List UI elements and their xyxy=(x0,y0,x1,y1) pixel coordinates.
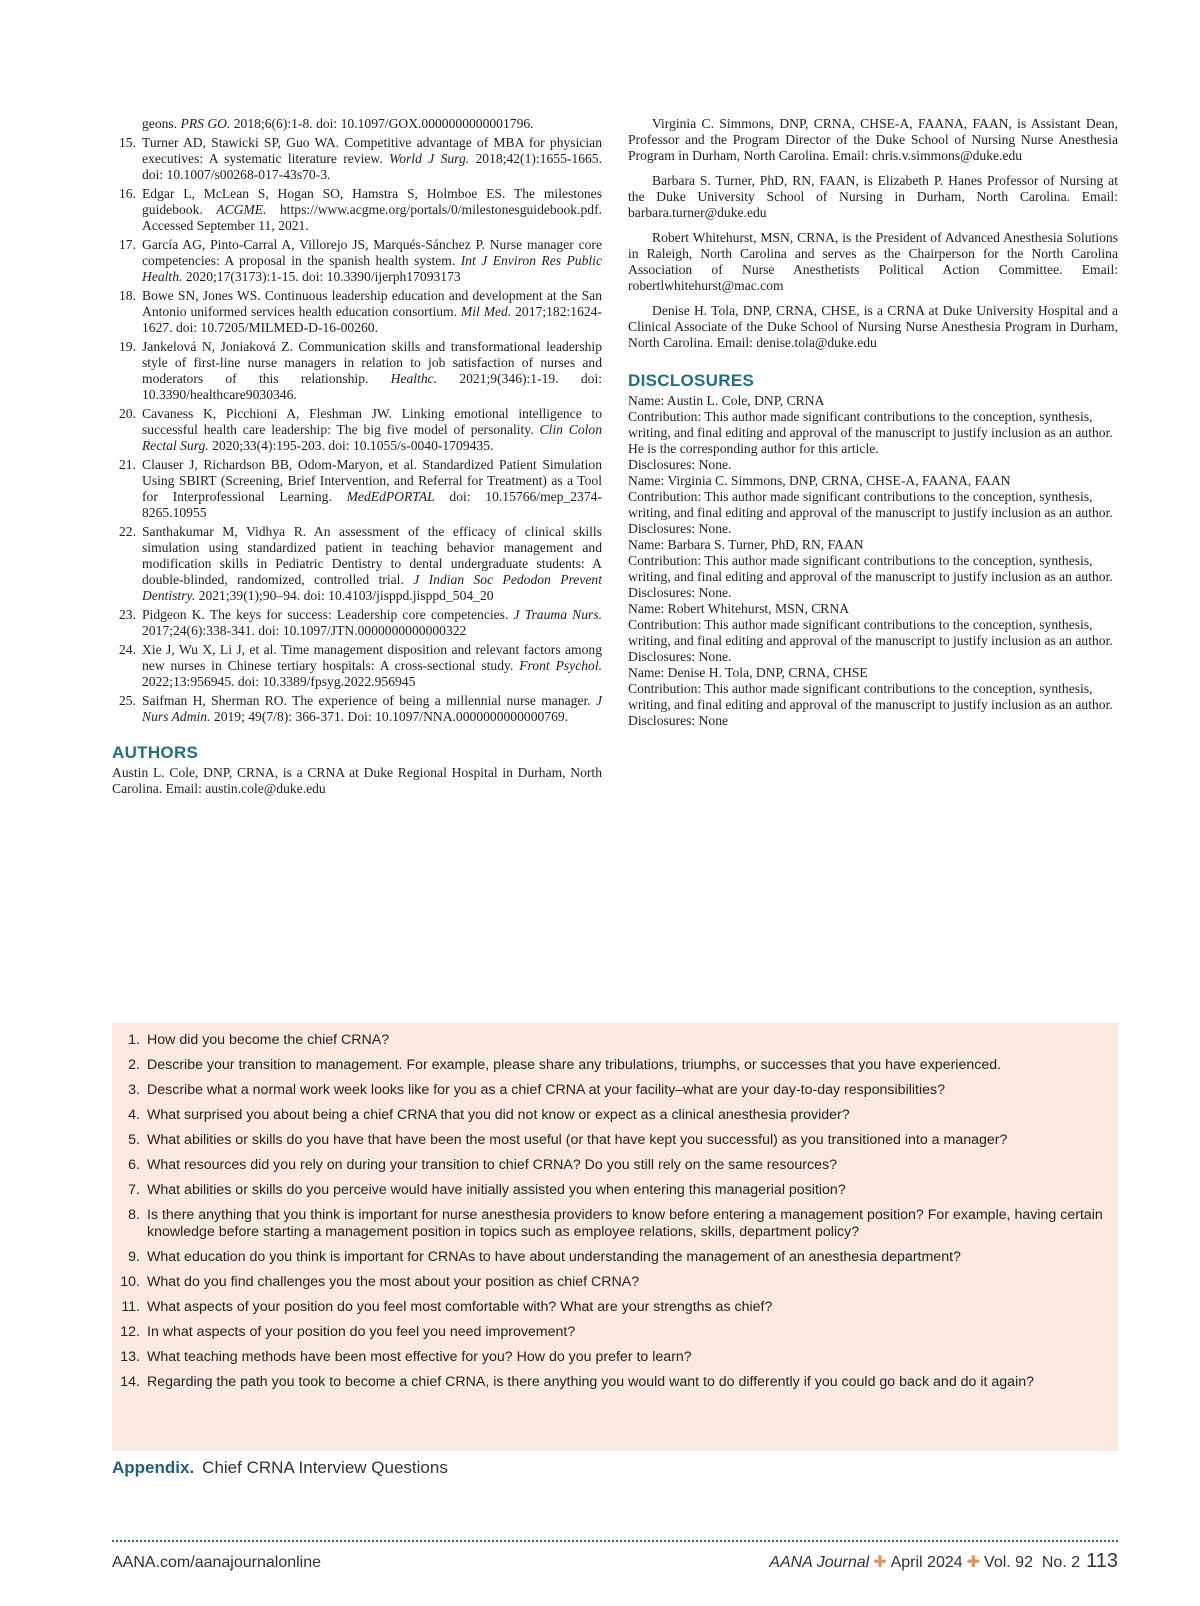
reference-item xyxy=(112,135,602,183)
question-number: 1. xyxy=(128,1032,140,1048)
question-text: Regarding the path you took to become a chief CRNA, is there anything you would want to do differently if you could go back and do it again? xyxy=(147,1374,1035,1390)
author-bio: Austin L. Cole, DNP, CRNA, is a CRNA at Duke Regional Hospital in Durham, North Carolina. Email: austin.cole@duke.edu xyxy=(112,765,602,796)
author-bio: Virginia C. Simmons, DNP, CRNA, CHSE-A, FAANA, FAAN, is Assistant Dean, Professor and the Program Director of the Duke School of Nursing Nurse Anesthesia Program in Durham, North Carolina. Email: chris.v.simmons@duke.edu xyxy=(628,116,1118,163)
interview-question xyxy=(112,1132,1108,1149)
disclosure-line: Name: Robert Whitehurst, MSN, CRNA xyxy=(628,601,850,616)
question-text: What education do you think is important for CRNAs to have about understanding the management of an anesthesia department? xyxy=(147,1249,961,1265)
reference-text: Santhakumar M, Vidhya R. An assessment of the efficacy of clinical skills simulation using standardized patient in teaching behavior management and modification skills in Pediatric Dentistry to dental undergraduate students: A double-blinded, randomized, controlled trial. xyxy=(142,524,602,587)
reference-details: 2019; 49(7/8): 366-371. Doi: 10.1097/NNA.0000000000000769. xyxy=(210,709,569,724)
footer-divider xyxy=(112,1540,1118,1542)
reference-item xyxy=(112,237,602,285)
disclosure-line: Contribution: This author made significant contributions to the conception, synthesis, writing, and final editing and approval of the manuscript to justify inclusion as an author. xyxy=(628,489,1113,520)
reference-text: Edgar L, McLean S, Hogan SO, Hamstra S, Holmboe ES. The milestones guidebook. xyxy=(142,186,602,217)
appendix-questions-box xyxy=(112,1023,1118,1451)
right-column xyxy=(628,116,1118,729)
reference-item xyxy=(112,607,602,639)
reference-journal: MedEdPORTAL xyxy=(346,489,435,504)
reference-number: 20. xyxy=(119,406,136,421)
interview-question xyxy=(112,1182,1108,1199)
disclosure-line: Name: Denise H. Tola, DNP, CRNA, CHSE xyxy=(628,665,868,680)
reference-text: Clauser J, Richardson BB, Odom-Maryon, et al. Standardized Patient Simulation Using SBIRT (Screening, Brief Intervention, and Referral for Treatment) as a Tool for Interprofessional Learning. xyxy=(142,457,602,504)
reference-text: Jankelová N, Joniaková Z. Communication skills and transformational leadership style of first-line nurse managers in relation to job satisfaction of nurses and moderators of this relationship. xyxy=(142,339,602,386)
reference-number: 21. xyxy=(119,457,136,472)
interview-question xyxy=(112,1157,1108,1174)
reference-number: 24. xyxy=(119,642,136,657)
disclosure-line: Disclosures: None. xyxy=(628,457,732,472)
appendix-caption-label: Appendix. xyxy=(112,1458,195,1477)
reference-journal: ACGME. xyxy=(216,202,267,217)
reference-number: 17. xyxy=(119,237,136,252)
reference-item xyxy=(112,288,602,336)
question-text: How did you become the chief CRNA? xyxy=(147,1032,390,1048)
left-column xyxy=(112,116,602,806)
question-number: 8. xyxy=(128,1207,140,1223)
reference-number: 15. xyxy=(119,135,136,150)
disclosure-line: Disclosures: None. xyxy=(628,585,732,600)
reference-number: 22. xyxy=(119,524,136,539)
footer-journal: AANA Journal xyxy=(769,1554,870,1571)
question-number: 7. xyxy=(128,1182,140,1198)
interview-question xyxy=(112,1082,1108,1099)
disclosure-line: Disclosures: None. xyxy=(628,521,732,536)
reference-details: 2018;6(6):1-8. doi: 10.1097/GOX.0000000000001796. xyxy=(230,116,534,131)
question-number: 5. xyxy=(128,1132,140,1148)
reference-journal: J Indian Soc Pedodon Prevent Dentistry. xyxy=(142,572,602,603)
interview-question xyxy=(112,1057,1108,1074)
footer-url: AANA.com/aanajournalonline xyxy=(112,1554,322,1571)
author-bio: Barbara S. Turner, PhD, RN, FAAN, is Elizabeth P. Hanes Professor of Nursing at the Duke University School of Nursing in Durham, North Carolina. Email: barbara.turner@duke.edu xyxy=(628,173,1118,220)
reference-item xyxy=(112,406,602,454)
disclosure-line: Name: Barbara S. Turner, PhD, RN, FAAN xyxy=(628,537,864,552)
question-text: In what aspects of your position do you feel you need improvement? xyxy=(147,1324,576,1340)
author-bio: Robert Whitehurst, MSN, CRNA, is the President of Advanced Anesthesia Solutions in Raleigh, North Carolina and serves as the Chairperson for the North Carolina Association of Nurse Anesthetists Political Action Committee. Email: robertlwhitehurst@mac.com xyxy=(628,230,1118,293)
reference-details: 2022;13:956945. doi: 10.3389/fpsyg.2022.956945 xyxy=(142,674,416,689)
reference-journal: World J Surg. xyxy=(389,151,470,166)
reference-text: García AG, Pinto-Carral A, Villorejo JS, Marqués-Sánchez P. Nurse manager core competencies: A proposal in the spanish health system. xyxy=(142,237,602,268)
question-number: 2. xyxy=(128,1057,140,1073)
appendix-caption-text: Chief CRNA Interview Questions xyxy=(202,1458,448,1477)
reference-journal: J Nurs Admin. xyxy=(142,693,602,724)
reference-details: 2018;42(1):1655-1665. doi: 10.1007/s00268-017-43s70-3. xyxy=(142,151,602,182)
interview-question xyxy=(112,1249,1108,1266)
reference-item xyxy=(112,339,602,403)
question-text: What surprised you about being a chief CRNA that you did not know or expect as a clinical anesthesia provider? xyxy=(147,1107,850,1123)
page-number: 113 xyxy=(1086,1550,1118,1572)
reference-number: 16. xyxy=(119,186,136,201)
disclosures-list xyxy=(628,393,1118,729)
question-number: 14. xyxy=(120,1374,140,1390)
interview-question xyxy=(112,1374,1108,1391)
reference-details: https://www.acgme.org/portals/0/milestonesguidebook.pdf. Accessed September 11, 2021. xyxy=(142,202,603,233)
footer-issue-date: April 2024 xyxy=(890,1554,963,1571)
interview-question xyxy=(112,1299,1108,1316)
disclosure-line: Contribution: This author made significant contributions to the conception, synthesis, writing, and final editing and approval of the manuscript to justify inclusion as an author. xyxy=(628,681,1113,712)
disclosures-heading: DISCLOSURES xyxy=(628,371,755,390)
disclosure-line: Contribution: This author made significant contributions to the conception, synthesis, writing, and final editing and approval of the manuscript to justify inclusion as an author. He is the corresponding author for this article. xyxy=(628,409,1113,456)
question-number: 13. xyxy=(120,1349,140,1365)
question-text: Is there anything that you think is important for nurse anesthesia providers to know before entering a management position? For example, having certain knowledge before starting a management position in topics such as employee relations, skills, department policy? xyxy=(147,1207,1103,1240)
question-text: What do you find challenges you the most about your position as chief CRNA? xyxy=(147,1274,640,1290)
reference-item xyxy=(112,116,602,132)
author-bio: Denise H. Tola, DNP, CRNA, CHSE, is a CRNA at Duke University Hospital and a Clinical Associate of the Duke School of Nursing Nurse Anesthesia Program in Durham, North Carolina. Email: denise.tola@duke.edu xyxy=(628,303,1118,350)
question-number: 3. xyxy=(128,1082,140,1098)
reference-text: Saifman H, Sherman RO. The experience of being a millennial nurse manager. xyxy=(142,693,596,708)
question-number: 6. xyxy=(128,1157,140,1173)
disclosure-line: Name: Austin L. Cole, DNP, CRNA xyxy=(628,393,825,408)
question-text: What teaching methods have been most effective for you? How do you prefer to learn? xyxy=(147,1349,692,1365)
question-number: 4. xyxy=(128,1107,140,1123)
reference-item xyxy=(112,186,602,234)
appendix-caption xyxy=(112,1458,448,1478)
disclosure-line: Disclosures: None. xyxy=(628,649,732,664)
reference-text: Bowe SN, Jones WS. Continuous leadership education and development at the San Antonio uniformed services health education consortium. xyxy=(142,288,602,319)
disclosure-line: Contribution: This author made significant contributions to the conception, synthesis, writing, and final editing and approval of the manuscript to justify inclusion as an author. xyxy=(628,553,1113,584)
reference-journal: Int J Environ Res Public Health. xyxy=(142,253,602,284)
reference-number: 18. xyxy=(119,288,136,303)
reference-journal: Front Psychol. xyxy=(519,658,603,673)
reference-text: Xie J, Wu X, Li J, et al. Time management disposition and relevant factors among new nurses in Chinese tertiary hospitals: A cross-sectional study. xyxy=(142,642,602,673)
question-text: Describe your transition to management. For example, please share any tribulations, triumphs, or successes that you have experienced. xyxy=(147,1057,1002,1073)
reference-journal: PRS GO. xyxy=(180,116,231,131)
reference-journal: J Trauma Nurs. xyxy=(513,607,603,622)
question-text: What resources did you rely on during your transition to chief CRNA? Do you still rely on the same resources? xyxy=(147,1157,837,1173)
reference-details: 2021;9(346):1-19. doi: 10.3390/healthcare9030346. xyxy=(142,371,602,402)
reference-details: 2020;33(4):195-203. doi: 10.1055/s-0040-1709435. xyxy=(208,438,494,453)
interview-question xyxy=(112,1324,1108,1341)
question-number: 11. xyxy=(121,1299,140,1315)
question-text: What abilities or skills do you perceive would have initially assisted you when entering this managerial position? xyxy=(147,1182,846,1198)
reference-details: 2021;39(1);90–94. doi: 10.4103/jisppd.jisppd_504_20 xyxy=(195,588,494,603)
interview-question xyxy=(112,1349,1108,1366)
reference-text: Cavaness K, Picchioni A, Fleshman JW. Linking emotional intelligence to successful health care leadership: The big five model of personality. xyxy=(142,406,602,437)
plus-icon: ✚ xyxy=(966,1554,981,1571)
reference-journal: Mil Med. xyxy=(460,304,512,319)
footer-volume: Vol. 92 No. 2 xyxy=(984,1554,1081,1571)
question-number: 9. xyxy=(128,1249,140,1265)
reference-journal: Healthc. xyxy=(390,371,438,386)
question-text: Describe what a normal work week looks like for you as a chief CRNA at your facility–what are your day-to-day responsibilities? xyxy=(147,1082,945,1098)
plus-icon: ✚ xyxy=(873,1554,887,1571)
question-number: 12. xyxy=(120,1324,140,1340)
footer-citation xyxy=(769,1550,1118,1573)
reference-number: 19. xyxy=(119,339,136,354)
reference-text: Turner AD, Stawicki SP, Guo WA. Competitive advantage of MBA for physician executives: A systematic literature review. xyxy=(142,135,602,166)
interview-question xyxy=(112,1274,1108,1291)
reference-item xyxy=(112,524,602,604)
interview-question xyxy=(112,1207,1108,1241)
question-text: What aspects of your position do you feel most comfortable with? What are your strengths as chief? xyxy=(147,1299,773,1315)
reference-journal: Clin Colon Rectal Surg. xyxy=(142,422,602,453)
authors-heading: AUTHORS xyxy=(112,743,199,762)
reference-details: 2020;17(3173):1-15. doi: 10.3390/ijerph17093173 xyxy=(182,269,461,284)
reference-item xyxy=(112,693,602,725)
reference-details: 2017;24(6):338-341. doi: 10.1097/JTN.0000000000000322 xyxy=(142,623,467,638)
disclosure-line: Name: Virginia C. Simmons, DNP, CRNA, CHSE-A, FAANA, FAAN xyxy=(628,473,1011,488)
reference-text: Pidgeon K. The keys for success: Leadership core competencies. xyxy=(142,607,514,622)
reference-item xyxy=(112,457,602,521)
question-number: 10. xyxy=(120,1274,140,1290)
reference-item xyxy=(112,642,602,690)
reference-details: 2017;182:1624-1627. doi: 10.7205/MILMED-D-16-00260. xyxy=(142,304,602,335)
disclosure-line: Contribution: This author made significant contributions to the conception, synthesis, writing, and final editing and approval of the manuscript to justify inclusion as an author. xyxy=(628,617,1113,648)
reference-number: 25. xyxy=(119,693,136,708)
question-text: What abilities or skills do you have that have been the most useful (or that have kept you successful) as you transitioned into a manager? xyxy=(147,1132,1008,1148)
interview-question xyxy=(112,1107,1108,1124)
interview-question xyxy=(112,1032,1108,1049)
reference-number: 23. xyxy=(119,607,136,622)
reference-list xyxy=(112,116,602,725)
reference-text: geons. xyxy=(142,116,181,131)
disclosure-line: Disclosures: None xyxy=(628,713,729,728)
reference-details: doi: 10.15766/mep_2374-8265.10955 xyxy=(142,489,602,520)
